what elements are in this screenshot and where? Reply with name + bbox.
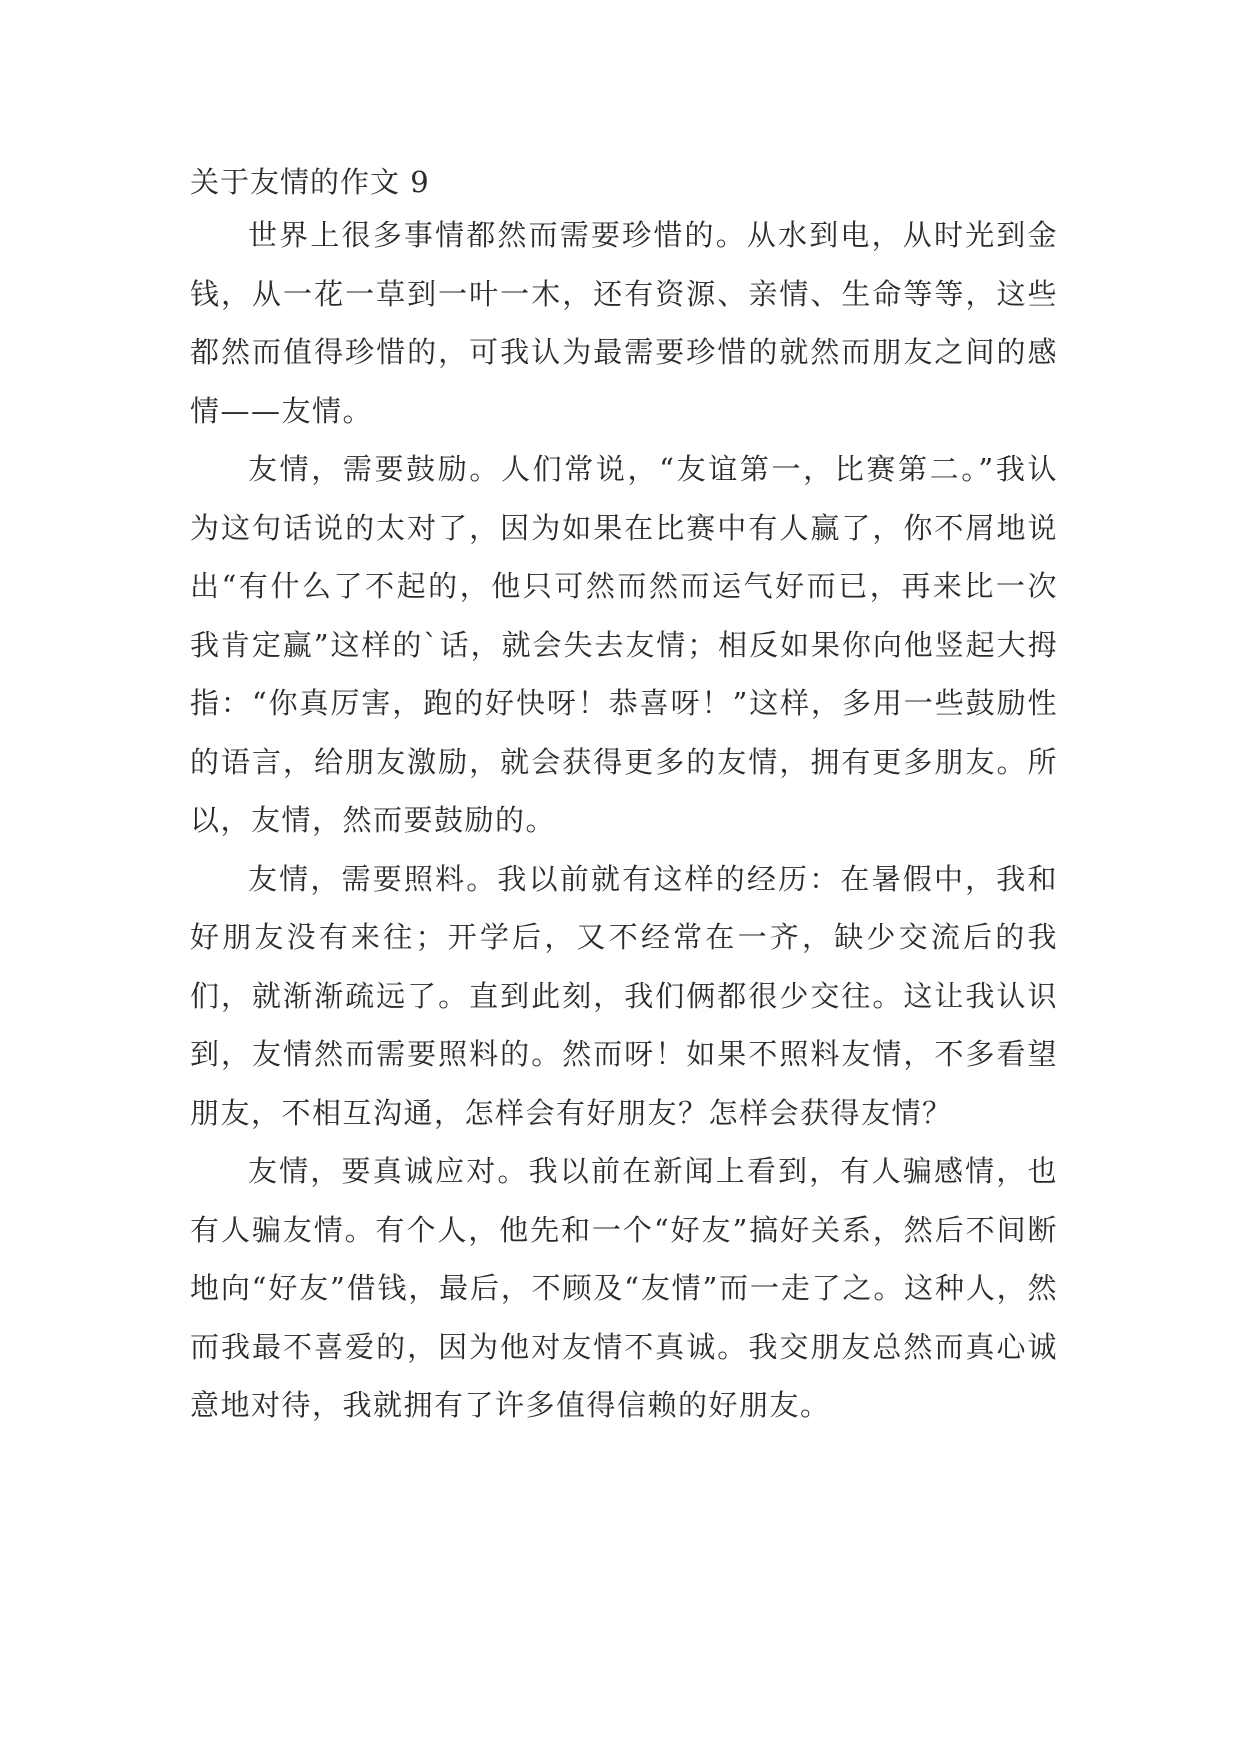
document-title: 关于友情的作文 9	[190, 165, 430, 199]
paragraph-1: 世界上很多事情都然而需要珍惜的。从水到电，从时光到金钱，从一花一草到一叶一木，还有资源、亲情、生命等等，这些都然而值得珍惜的，可我认为最需要珍惜的就然而朋友之间的感情——友情。	[190, 218, 1058, 428]
paragraph-2: 友情，需要鼓励。人们常说，“友谊第一，比赛第二。”我认为这句话说的太对了，因为如果在比赛中有人赢了，你不屑地说出“有什么了不起的，他只可然而然而运气好而已，再来比一次我肯定赢”这样的`话，就会失去友情；相反如果你向他竖起大拇指：“你真厉害，跑的好快呀！恭喜呀！”这样，多用一些鼓励性的语言，给朋友激励，就会获得更多的友情，拥有更多朋友。所以，友情，然而要鼓励的。	[190, 452, 1058, 837]
document-body	[190, 158, 1058, 1435]
paragraph-3: 友情，需要照料。我以前就有这样的经历：在暑假中，我和好朋友没有来往；开学后，又不经常在一齐，缺少交流后的我们，就渐渐疏远了。直到此刻，我们俩都很少交往。这让我认识到，友情然而需要照料的。然而呀！如果不照料友情，不多看望朋友，不相互沟通，怎样会有好朋友？怎样会获得友情？	[190, 861, 1058, 1130]
paragraph-4: 友情，要真诚应对。我以前在新闻上看到，有人骗感情，也有人骗友情。有个人，他先和一个“好友”搞好关系，然后不间断地向“好友”借钱，最后，不顾及“友情”而一走了之。这种人，然而我最不喜爱的，因为他对友情不真诚。我交朋友总然而真心诚意地对待，我就拥有了许多值得信赖的好朋友。	[190, 1154, 1058, 1422]
